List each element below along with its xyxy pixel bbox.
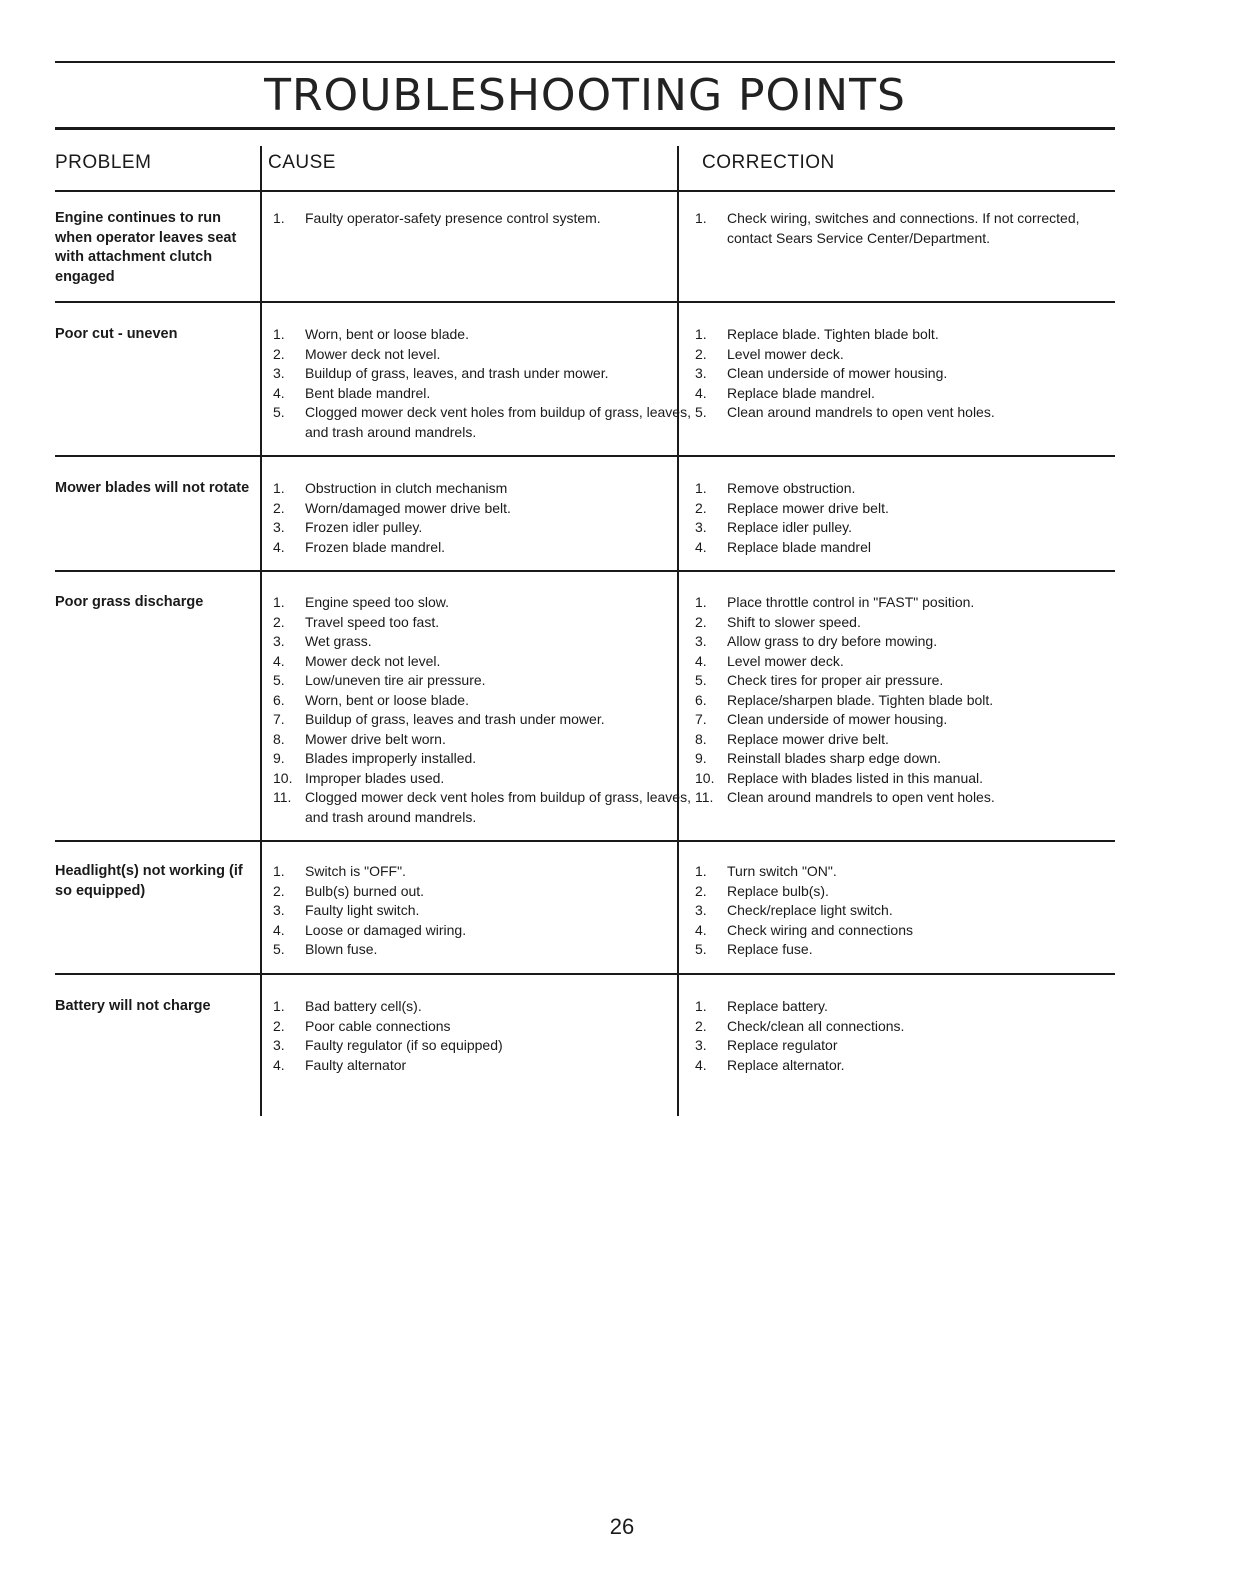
cause-item: 3. Faulty light switch.	[273, 902, 420, 918]
correction-item: 3. Allow grass to dry before mowing.	[695, 633, 938, 649]
correction-item: 2. Replace bulb(s).	[695, 882, 829, 899]
correction-item: 5. Check tires for proper air pressure.	[695, 672, 944, 688]
cause-item: 2. Mower deck not level.	[273, 345, 441, 362]
correction-item: 3. Replace regulator	[695, 1037, 838, 1053]
cause-item: 3. Wet grass.	[273, 633, 372, 649]
correction-item: 4. Level mower deck.	[695, 652, 844, 669]
cause-item: 3. Buildup of grass, leaves, and trash under mower.	[273, 365, 609, 381]
problem-text: Poor grass discharge	[55, 594, 204, 610]
cause-item: 2. Travel speed too fast.	[273, 613, 440, 630]
cause-list	[273, 997, 693, 1075]
cause-item: 10. Improper blades used.	[273, 769, 445, 786]
correction-item: 2. Level mower deck.	[695, 345, 844, 362]
cause-item: 6. Worn, bent or loose blade.	[273, 691, 469, 708]
correction-item: 4. Replace alternator.	[695, 1056, 845, 1073]
top-rule	[55, 61, 1115, 63]
correction-list	[695, 479, 1115, 557]
divider-problem-cause	[260, 146, 262, 1116]
cause-item: 3. Faulty regulator (if so equipped)	[273, 1037, 503, 1053]
cause-item: 8. Mower drive belt worn.	[273, 730, 446, 747]
problem-text: Mower blades will not rotate	[55, 480, 250, 496]
page-title: TROUBLESHOOTING POINTS	[264, 70, 906, 121]
correction-list	[695, 209, 1115, 248]
correction-list	[695, 325, 1115, 423]
cause-item: 5. Low/uneven tire air pressure.	[273, 672, 486, 688]
cause-item: 2. Worn/damaged mower drive belt.	[273, 499, 511, 516]
page-number: 26	[609, 1514, 635, 1539]
cause-list	[273, 862, 693, 960]
correction-item: 3. Replace idler pulley.	[695, 519, 853, 535]
correction-list	[695, 862, 1115, 960]
correction-item: 1. Check wiring, switches and connections. If not corrected, contact Sears Service Center/Department.	[695, 210, 1080, 246]
header-problem: PROBLEM	[55, 152, 152, 173]
correction-list	[695, 593, 1115, 808]
correction-item: 1. Place throttle control in "FAST" position.	[695, 594, 975, 610]
header-separator	[55, 190, 1115, 192]
cause-item: 4. Faulty alternator	[273, 1056, 407, 1073]
correction-item: 1. Remove obstruction.	[695, 480, 856, 496]
correction-item: 8. Replace mower drive belt.	[695, 730, 889, 747]
row-separator	[55, 840, 1115, 842]
cause-item: 9. Blades improperly installed.	[273, 750, 477, 766]
header-cause: CAUSE	[268, 152, 336, 173]
row-separator	[55, 455, 1115, 457]
cause-item: 4. Bent blade mandrel.	[273, 384, 431, 401]
row-separator	[55, 301, 1115, 303]
row-separator	[55, 973, 1115, 975]
cause-item: 4. Loose or damaged wiring.	[273, 921, 467, 938]
cause-item: 4. Mower deck not level.	[273, 652, 441, 669]
header-correction: CORRECTION	[702, 152, 835, 173]
correction-item: 1. Turn switch "ON".	[695, 863, 837, 879]
cause-item: 5. Blown fuse.	[273, 941, 378, 957]
correction-item: 2. Shift to slower speed.	[695, 613, 861, 630]
cause-item: 7. Buildup of grass, leaves and trash under mower.	[273, 711, 605, 727]
cause-list	[273, 593, 693, 827]
problem-text: Headlight(s) not working (if so equipped)	[55, 863, 243, 899]
cause-item: 11. Clogged mower deck vent holes from buildup of grass, leaves, and trash around mandrels.	[273, 789, 691, 825]
cause-item: 1. Switch is "OFF".	[273, 863, 406, 879]
cause-item: 2. Bulb(s) burned out.	[273, 882, 425, 899]
cause-item: 1. Worn, bent or loose blade.	[273, 326, 469, 342]
cause-list	[273, 209, 693, 229]
row-separator	[55, 570, 1115, 572]
correction-item: 2. Replace mower drive belt.	[695, 499, 889, 516]
problem-text: Engine continues to run when operator leaves seat with attachment clutch engaged	[55, 210, 237, 285]
problem-text: Poor cut - uneven	[55, 326, 178, 342]
correction-list	[695, 997, 1115, 1075]
correction-item: 9. Reinstall blades sharp edge down.	[695, 750, 942, 766]
correction-item: 1. Replace blade. Tighten blade bolt.	[695, 326, 939, 342]
problem-text: Battery will not charge	[55, 998, 211, 1014]
correction-item: 4. Replace blade mandrel	[695, 538, 871, 555]
cause-item: 1. Faulty operator-safety presence control system.	[273, 210, 601, 226]
correction-item: 1. Replace battery.	[695, 998, 828, 1014]
correction-item: 7. Clean underside of mower housing.	[695, 711, 948, 727]
cause-item: 1. Engine speed too slow.	[273, 594, 449, 610]
correction-item: 4. Check wiring and connections	[695, 921, 913, 938]
cause-item: 3. Frozen idler pulley.	[273, 519, 423, 535]
correction-item: 5. Replace fuse.	[695, 941, 813, 957]
correction-item: 3. Clean underside of mower housing.	[695, 365, 948, 381]
cause-item: 1. Bad battery cell(s).	[273, 998, 422, 1014]
correction-item: 6. Replace/sharpen blade. Tighten blade bolt.	[695, 691, 994, 708]
correction-item: 4. Replace blade mandrel.	[695, 384, 875, 401]
title-underline	[55, 127, 1115, 130]
cause-item: 2. Poor cable connections	[273, 1017, 451, 1034]
correction-item: 2. Check/clean all connections.	[695, 1017, 905, 1034]
cause-item: 1. Obstruction in clutch mechanism	[273, 480, 508, 496]
correction-item: 5. Clean around mandrels to open vent holes.	[695, 404, 995, 420]
cause-list	[273, 325, 693, 442]
cause-item: 5. Clogged mower deck vent holes from buildup of grass, leaves, and trash around mandrels.	[273, 404, 691, 440]
cause-item: 4. Frozen blade mandrel.	[273, 538, 446, 555]
correction-item: 3. Check/replace light switch.	[695, 902, 893, 918]
correction-item: 10. Replace with blades listed in this manual.	[695, 769, 984, 786]
cause-list	[273, 479, 693, 557]
correction-item: 11. Clean around mandrels to open vent holes.	[695, 789, 995, 805]
